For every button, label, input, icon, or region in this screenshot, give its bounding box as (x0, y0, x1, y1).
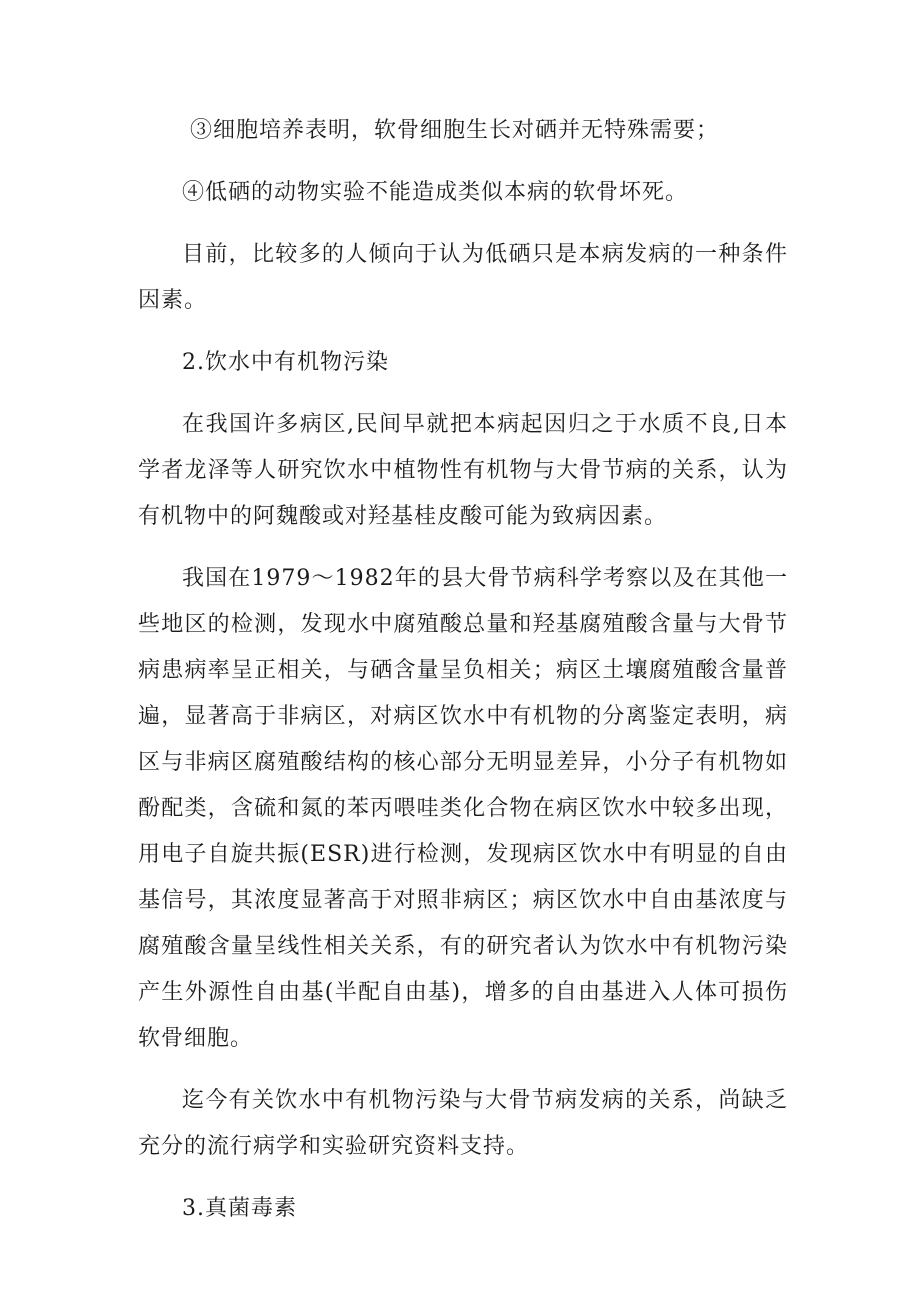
section-heading-2: 2.饮水中有机物污染 (182, 350, 389, 375)
section-heading-3: 3.真菌毒素 (182, 1196, 297, 1221)
paragraph-water-quality: 在我国许多病区,民间早就把本病起因归之于水质不良,日本学者龙泽等人研究饮水中植物性有机物与大骨节病的关系，认为有机物中的阿魏酸或对羟基桂皮酸可能为致病因素。 (138, 412, 788, 529)
document-body (138, 108, 788, 1248)
paragraph-conclusion-selenium: 目前，比较多的人倾向于认为低硒只是本病发病的一种条件因素。 (138, 242, 788, 313)
paragraph-survey-results: 我国在1979～1982年的县大骨节病科学考察以及在其他一些地区的检测，发现水中腐殖酸总量和羟基腐殖酸含量与大骨节病患病率呈正相关，与硒含量呈负相关；病区土壤腐殖酸含量普遍，显著高于非病区，对病区饮水中有机物的分离鉴定表明，病区与非病区腐殖酸结构的核心部分无明显差异，小分子有机物如酚配类，含硫和氮的苯丙喂哇类化合物在病区饮水中较多出现，用电子自旋共振(ESR)进行检测，发现病区饮水中有明显的自由基信号，其浓度显著高于对照非病区；病区饮水中自由基浓度与腐殖酸含量呈线性相关关系，有的研究者认为饮水中有机物污染产生外源性自由基(半配自由基)，增多的自由基进入人体可损伤软骨细胞。 (138, 566, 788, 1051)
paragraph-lack-of-support: 迄今有关饮水中有机物污染与大骨节病发病的关系，尚缺乏充分的流行病学和实验研究资料支持。 (138, 1088, 788, 1159)
paragraph-item-3: ③细胞培养表明，软骨细胞生长对硒并无特殊需要； (190, 118, 720, 143)
paragraph-item-4: ④低硒的动物实验不能造成类似本病的软骨坏死。 (182, 180, 689, 205)
